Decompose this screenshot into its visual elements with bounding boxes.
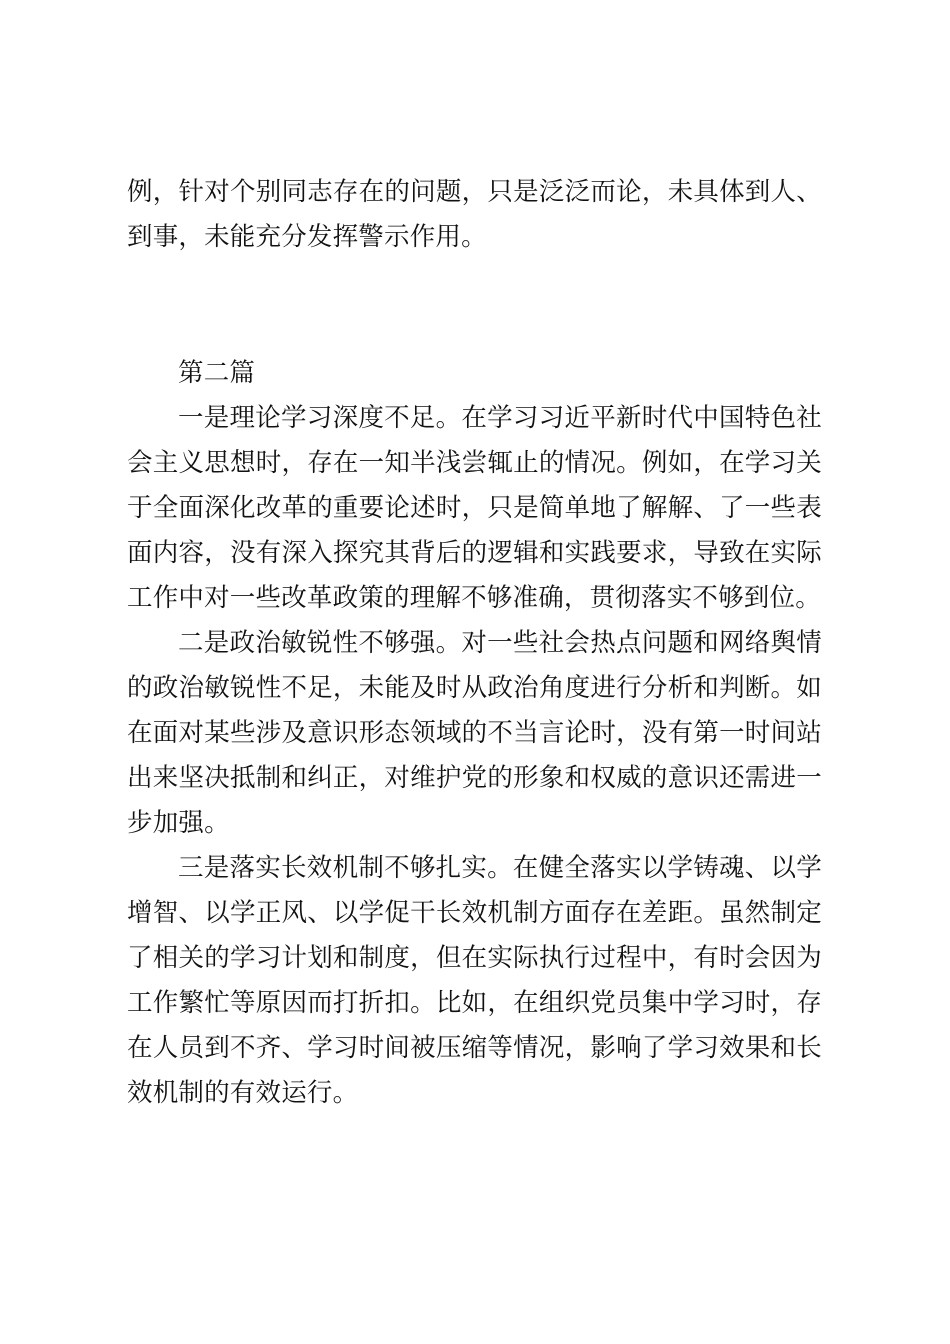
paragraph-theory-study: 一是理论学习深度不足。在学习习近平新时代中国特色社会主义思想时，存在一知半浅尝辄止的情况。例如，在学习关于全面深化改革的重要论述时，只是简单地了解解、了一些表面内容，没有深入探究其背后的逻辑和实践要求，导致在实际工作中对一些改革政策的理解不够准确，贯彻落实不够到位。 [127, 403, 822, 613]
section-block [127, 351, 822, 1116]
continuation-block [127, 170, 822, 260]
section-title: 第二篇 [178, 358, 256, 388]
continuation-paragraph: 例，针对个别同志存在的问题，只是泛泛而论，未具体到人、到事，未能充分发挥警示作用。 [127, 177, 822, 252]
paragraph-political-sensitivity: 二是政治敏锐性不够强。对一些社会热点问题和网络舆情的政治敏锐性不足，未能及时从政治角度进行分析和判断。如在面对某些涉及意识形态领域的不当言论时，没有第一时间站出来坚决抵制和纠正，对维护党的形象和权威的意识还需进一步加强。 [127, 628, 822, 838]
paragraph-long-term-mechanism: 三是落实长效机制不够扎实。在健全落实以学铸魂、以学增智、以学正风、以学促干长效机制方面存在差距。虽然制定了相关的学习计划和制度，但在实际执行过程中，有时会因为工作繁忙等原因而打折扣。比如，在组织党员集中学习时，存在人员到不齐、学习时间被压缩等情况，影响了学习效果和长效机制的有效运行。 [127, 853, 822, 1108]
